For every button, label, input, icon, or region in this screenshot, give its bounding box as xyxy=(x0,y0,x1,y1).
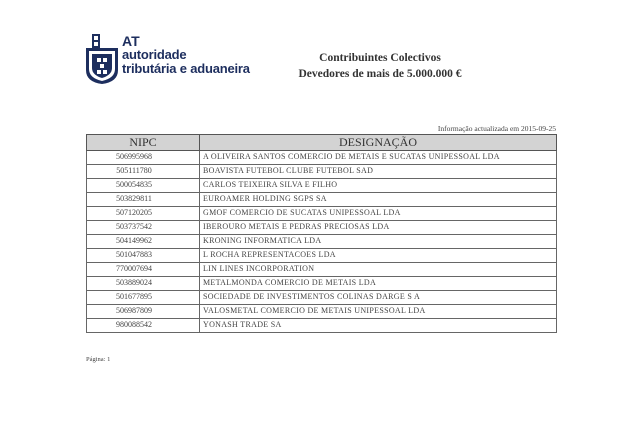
nipc-cell: 505111780 xyxy=(87,165,200,179)
table-row xyxy=(87,249,557,263)
designation-cell: LIN LINES INCORPORATION xyxy=(200,263,557,277)
designation-cell: L ROCHA REPRESENTACOES LDA xyxy=(200,249,557,263)
table-row xyxy=(87,193,557,207)
table-row xyxy=(87,277,557,291)
logo-wordmark xyxy=(122,34,250,76)
designation-cell: CARLOS TEIXEIRA SILVA E FILHO xyxy=(200,179,557,193)
nipc-cell: 503889024 xyxy=(87,277,200,291)
designation-cell: BOAVISTA FUTEBOL CLUBE FUTEBOL SAD xyxy=(200,165,557,179)
logo-at: AT xyxy=(122,33,140,49)
logo-line-2: tributária e aduaneira xyxy=(122,61,250,76)
table-header-row xyxy=(87,135,557,151)
header-nipc: NIPC xyxy=(87,135,200,151)
nipc-cell: 504149962 xyxy=(87,235,200,249)
debtors-table xyxy=(86,134,557,333)
nipc-cell: 506987809 xyxy=(87,305,200,319)
nipc-cell: 500054835 xyxy=(87,179,200,193)
document-title: Contribuintes Colectivos xyxy=(319,52,441,64)
update-info: Informação actualizada em 2015-09-25 xyxy=(437,124,556,133)
nipc-cell: 506995968 xyxy=(87,151,200,165)
designation-cell: IBEROURO METAIS E PEDRAS PRECIOSAS LDA xyxy=(200,221,557,235)
nipc-cell: 770007694 xyxy=(87,263,200,277)
at-logo xyxy=(86,34,266,84)
nipc-cell: 503829811 xyxy=(87,193,200,207)
header-designacao: DESIGNAÇÃO xyxy=(200,135,557,151)
designation-cell: EUROAMER HOLDING SGPS SA xyxy=(200,193,557,207)
nipc-cell: 507120205 xyxy=(87,207,200,221)
logo-line-1: autoridade xyxy=(122,47,187,62)
table-row xyxy=(87,319,557,333)
designation-cell: A OLIVEIRA SANTOS COMERCIO DE METAIS E SUCATAS UNIPESSOAL LDA xyxy=(200,151,557,165)
table-row xyxy=(87,305,557,319)
nipc-cell: 501677895 xyxy=(87,291,200,305)
table-row xyxy=(87,179,557,193)
table-row xyxy=(87,151,557,165)
table-row xyxy=(87,235,557,249)
designation-cell: YONASH TRADE SA xyxy=(200,319,557,333)
table-row xyxy=(87,207,557,221)
page-number: Página: 1 xyxy=(86,356,111,363)
table-row xyxy=(87,165,557,179)
table-row xyxy=(87,291,557,305)
document-subtitle: Devedores de mais de 5.000.000 € xyxy=(298,68,462,80)
designation-cell: VALOSMETAL COMERCIO DE METAIS UNIPESSOAL LDA xyxy=(200,305,557,319)
designation-cell: GMOF COMERCIO DE SUCATAS UNIPESSOAL LDA xyxy=(200,207,557,221)
nipc-cell: 503737542 xyxy=(87,221,200,235)
designation-cell: METALMONDA COMERCIO DE METAIS LDA xyxy=(200,277,557,291)
nipc-cell: 501047883 xyxy=(87,249,200,263)
designation-cell: KRONING INFORMATICA LDA xyxy=(200,235,557,249)
nipc-cell: 980088542 xyxy=(87,319,200,333)
table-row xyxy=(87,263,557,277)
coat-of-arms-icon xyxy=(86,34,120,84)
table-row xyxy=(87,221,557,235)
designation-cell: SOCIEDADE DE INVESTIMENTOS COLINAS DARGE S A xyxy=(200,291,557,305)
